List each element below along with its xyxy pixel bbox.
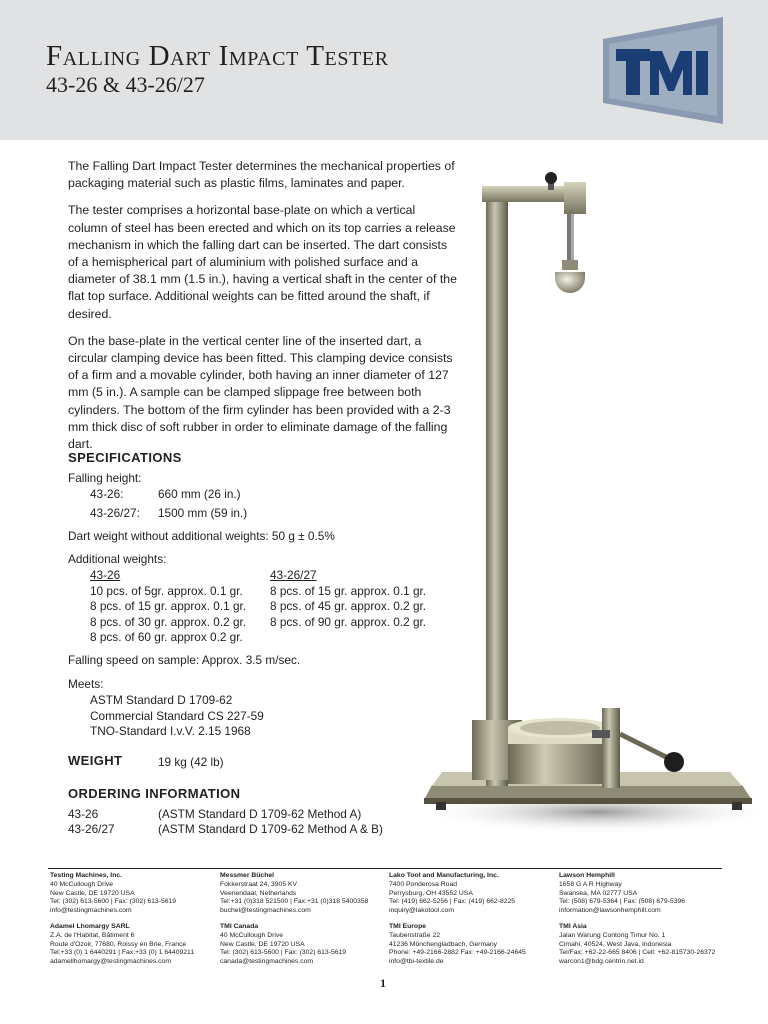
intro-paragraph: The tester comprises a horizontal base-plate on which a vertical column of steel has been erected and which on its top carries a release mechanism in which the falling dart can be inserted. The dart consists of a hemispherical part of aluminium with polished surface and a diameter of 38.1 mm (1.5 in.), having a vertical shaft in the center of the flat top surface. Additional weights can be fitted around the shaft, if desired. — [68, 203, 457, 321]
contact-line: info@tbi-textile.de — [389, 958, 444, 966]
page-subtitle: 43-26 & 43-26/27 — [46, 72, 205, 97]
contact-line: New Castle, DE 19720 USA — [220, 940, 305, 948]
height-model: 43-26/27: — [90, 506, 140, 520]
falling-speed: Falling speed on sample: Approx. 3.5 m/sec. — [68, 653, 301, 667]
contact-line: Tel/Fax: +62-22-665 8406 | Cell: +62-815730-26372 — [559, 949, 716, 957]
contact-line: Tel: (508) 679-5364 | Fax: (508) 679-5396 — [559, 898, 686, 906]
contact-line: 40 McCullough Drive — [50, 880, 114, 888]
contact-line: information@lawsonhemphill.com — [559, 907, 661, 915]
meets-label: Meets: — [68, 677, 104, 691]
col1-heading: 43-26 — [90, 568, 121, 582]
contact-block — [559, 872, 685, 916]
contact-line: Taubenstraße 22 — [389, 931, 441, 939]
contact-line: 40 McCullough Drive — [220, 931, 284, 939]
contact-line: Tel: (419) 662-5256 | Fax: (419) 662-8225 — [389, 898, 516, 906]
page-header — [0, 0, 768, 140]
contact-block — [220, 923, 346, 967]
contact-line: Perrysburg, OH 43552 USA — [389, 889, 473, 897]
weight-item: 8 pcs. of 45 gr. approx. 0.2 gr. — [270, 599, 427, 613]
contact-line: Phone: +49-2166-2882 Fax: +49-2166-24645 — [389, 949, 526, 957]
order-model: 43-26/27 — [68, 822, 115, 836]
standard-item: ASTM Standard D 1709-62 — [90, 693, 233, 707]
weight-value: 19 kg (42 lb) — [158, 755, 224, 769]
contact-name: TMI Asia — [559, 923, 587, 930]
contact-line: 7400 Ponderosa Road — [389, 880, 458, 888]
contact-block — [50, 923, 194, 967]
order-desc: (ASTM Standard D 1709-62 Method A & B) — [158, 822, 383, 836]
contact-name: TMI Canada — [220, 923, 259, 930]
height-model: 43-26: — [90, 487, 124, 501]
intro-paragraph: On the base-plate in the vertical center line of the inserted dart, a circular clamping device has been fitted. This clamping device consists of a firm and a movable cylinder, both having an inner diameter of 127 mm (5 in.). A sample can be clamped slippage free between both cylinders. The bottom of the firm cylinder has been provided with a 2-3 mm thick disc of soft rubber in order to eliminate damage of the falling dart. — [68, 333, 453, 452]
contact-line: Fokkerstraat 24, 3905 KV — [220, 880, 298, 888]
contact-line: Tel: (302) 613-5600 | Fax: (302) 613-5619 — [50, 898, 177, 906]
contact-line: 1658 G A R Highway — [559, 880, 622, 888]
contact-line: Tel:+33 (0) 1 6440291 | Fax:+33 (0) 1 64409211 — [50, 949, 195, 957]
contact-line: Route d'Ozoir, 77680, Roissy en Brie, France — [50, 940, 187, 948]
order-model: 43-26 — [68, 807, 99, 821]
intro-section — [68, 158, 458, 463]
contact-block — [559, 923, 715, 967]
contact-line: canada@testingmachines.com — [220, 958, 314, 966]
falling-height-label: Falling height: — [68, 471, 142, 485]
contact-block — [389, 872, 515, 916]
contact-line: Z.A. de l'Habitat, Bâtiment 6 — [50, 931, 135, 939]
additional-weights-label: Additional weights: — [68, 552, 167, 566]
page-title: Falling Dart Impact Tester — [46, 40, 389, 72]
contact-line: inquiry@lakotool.com — [389, 907, 455, 915]
contact-line: Jalan Warung Contong Timur No. 1 — [559, 931, 666, 939]
contact-line: warcon1@bdg.centrin.net.id — [559, 958, 644, 966]
contact-block — [389, 923, 526, 967]
specifications-section — [68, 450, 468, 836]
ordering-heading: ORDERING INFORMATION — [68, 786, 241, 801]
contact-line: Swansea, MA 02777 USA — [559, 889, 638, 897]
weight-item: 8 pcs. of 60 gr. approx 0.2 gr. — [90, 630, 243, 644]
weight-item: 8 pcs. of 90 gr. approx. 0.2 gr. — [270, 615, 427, 629]
weight-item: 10 pcs. of 5gr. approx. 0.1 gr. — [90, 584, 243, 598]
contact-name: TMI Europe — [389, 923, 427, 930]
contact-name: Lako Tool and Manufacturing, Inc. — [389, 872, 499, 879]
standard-item: Commercial Standard CS 227-59 — [90, 709, 264, 723]
order-desc: (ASTM Standard D 1709-62 Method A) — [158, 807, 362, 821]
tmi-logo — [603, 17, 723, 124]
contact-line: info@testingmachines.com — [50, 907, 132, 915]
standard-item: TNO-Standard I.v.V. 2.15 1968 — [90, 724, 251, 738]
dart-weight: Dart weight without additional weights: 50 g ± 0.5% — [68, 529, 335, 543]
contact-name: Adamel Lhomargy SARL — [50, 923, 130, 930]
contact-line: adamellhomargy@testingmachines.com — [50, 958, 171, 966]
contact-block — [220, 872, 368, 916]
weight-item: 8 pcs. of 15 gr. approx. 0.1 gr. — [90, 599, 247, 613]
contact-block — [50, 872, 176, 916]
contact-name: Testing Machines, Inc. — [50, 872, 123, 879]
contact-line: Veenendaal, Netherlands — [220, 889, 297, 897]
contact-line: 41236 Mönchengladbach, Germany — [389, 940, 498, 948]
contact-line: New Castle, DE 19720 USA — [50, 889, 135, 897]
contact-name: Messmer Büchel — [220, 872, 275, 879]
footer-divider — [48, 868, 722, 869]
contact-line: Cimahi, 40524, West Java, Indonesia — [559, 940, 672, 948]
height-value: 1500 mm (59 in.) — [158, 506, 248, 520]
weight-item: 8 pcs. of 15 gr. approx. 0.1 gr. — [270, 584, 427, 598]
contact-line: buchel@testingmachines.com — [220, 907, 311, 915]
contact-line: Tel: (302) 613-5600 | Fax: (302) 613-5619 — [220, 949, 347, 957]
weight-heading: WEIGHT — [68, 753, 123, 768]
specifications-heading: SPECIFICATIONS — [68, 450, 182, 465]
height-value: 660 mm (26 in.) — [158, 487, 241, 501]
falling-dart-tester-image — [412, 160, 762, 850]
contact-line: Tel:+31 (0)318 521500 | Fax:+31 (0)318 5400358 — [220, 898, 369, 906]
weight-item: 8 pcs. of 30 gr. approx. 0.2 gr. — [90, 615, 247, 629]
intro-paragraph: The Falling Dart Impact Tester determines the mechanical properties of packaging material such as plastic films, laminates and paper. — [68, 159, 455, 191]
contact-name: Lawson Hemphill — [559, 872, 615, 879]
col2-heading: 43-26/27 — [270, 568, 317, 582]
page-number: 1 — [380, 976, 386, 990]
